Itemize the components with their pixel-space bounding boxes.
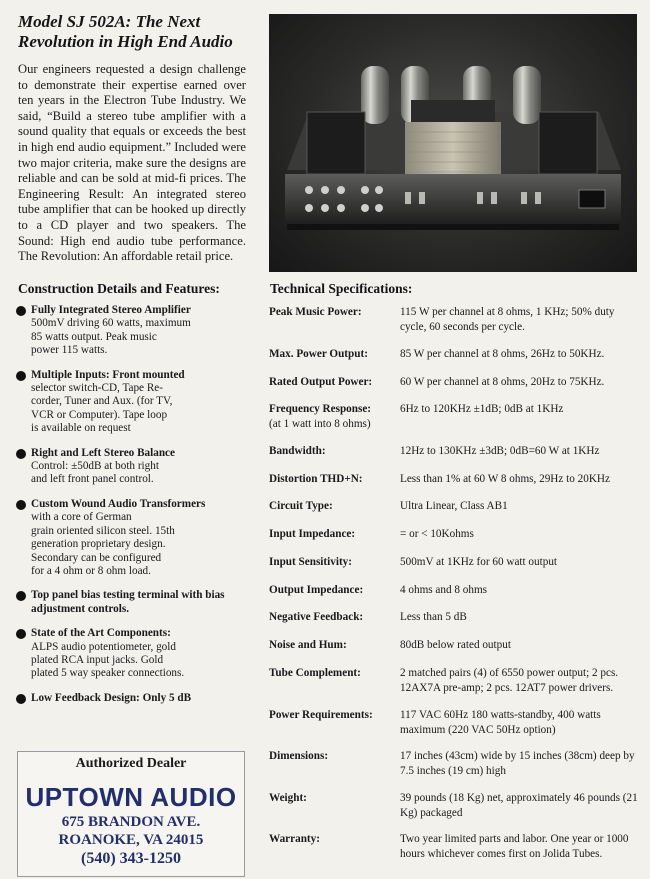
feature-item xyxy=(16,627,248,681)
spec-value: 500mV at 1KHz for 60 watt output xyxy=(400,556,558,568)
bullet-icon xyxy=(16,629,26,639)
spec-label: Weight: xyxy=(269,792,307,804)
dealer-name: UPTOWN AUDIO xyxy=(25,782,237,812)
feature-body: 500mV driving 60 watts, maximum 85 watts output. Peak music power 115 watts. xyxy=(31,317,191,357)
spec-value: 117 VAC 60Hz 180 watts-standby, 400 watts maximum (220 VAC 50Hz option) xyxy=(400,709,601,736)
feature-heading: Top panel bias testing terminal with bias adjustment controls. xyxy=(31,589,225,615)
spec-value: 60 W per channel at 8 ohms, 20Hz to 75KHz. xyxy=(400,376,605,388)
spec-label: Circuit Type: xyxy=(269,500,333,512)
spec-value: 12Hz to 130KHz ±3dB; 0dB=60 W at 1KHz xyxy=(400,445,600,457)
feature-heading: Right and Left Stereo Balance xyxy=(31,446,175,459)
bullet-icon xyxy=(16,306,26,316)
authorized-dealer-box xyxy=(17,751,245,877)
feature-item xyxy=(16,304,248,358)
spec-label: Dimensions: xyxy=(269,750,329,762)
feature-body: ALPS audio potentiometer, gold plated RCA input jacks. Gold plated 5 way speaker connections. xyxy=(31,640,185,680)
spec-value: Two year limited parts and labor. One year or 1000 hours whichever comes first on Jolida Tubes. xyxy=(400,833,629,860)
spec-label: Noise and Hum: xyxy=(269,639,347,651)
dealer-city: ROANOKE, VA 24015 xyxy=(58,832,204,848)
spec-label: Peak Music Power: xyxy=(269,306,362,318)
bullet-icon xyxy=(16,694,26,704)
feature-body: with a core of German grain oriented silicon steel. 15th generation proprietary design. Secondary can be configured for a 4 ohm or 8 ohm load. xyxy=(31,511,175,577)
feature-item xyxy=(16,447,248,487)
feature-heading: State of the Art Components: xyxy=(31,627,171,640)
spec-value: 6Hz to 120KHz ±1dB; 0dB at 1KHz xyxy=(400,403,564,415)
spec-value: 4 ohms and 8 ohms xyxy=(400,584,488,596)
spec-value: 85 W per channel at 8 ohms, 26Hz to 50KHz. xyxy=(400,348,605,360)
features-list xyxy=(16,304,248,716)
tube-amplifier-photo xyxy=(269,14,637,272)
features-heading: Construction Details and Features: xyxy=(18,281,220,296)
spec-label: Max. Power Output: xyxy=(269,348,368,360)
feature-heading: Custom Wound Audio Transformers xyxy=(31,497,206,510)
feature-heading: Fully Integrated Stereo Amplifier xyxy=(31,304,191,316)
dealer-address: 675 BRANDON AVE. xyxy=(61,814,201,830)
bullet-icon xyxy=(16,500,26,510)
bullet-icon xyxy=(16,591,26,601)
spec-label: Warranty: xyxy=(269,833,320,845)
spec-value: 2 matched pairs (4) of 6550 power output; 2 pcs. 12AX7A pre-amp; 2 pcs. 12AT7 power drivers. xyxy=(400,667,619,694)
spec-label: Tube Complement: xyxy=(269,667,361,679)
spec-label: Distortion THD+N: xyxy=(269,473,363,485)
dealer-heading: Authorized Dealer xyxy=(75,756,187,771)
spec-value: 17 inches (43cm) wide by 15 inches (38cm) deep by 7.5 inches (19 cm) high xyxy=(400,750,635,777)
specs-heading: Technical Specifications: xyxy=(270,281,413,296)
spec-label-note: (at 1 watt into 8 ohms) xyxy=(269,417,371,430)
feature-body: Control: ±50dB at both right and left front panel control. xyxy=(31,460,159,486)
spec-label: Output Impedance: xyxy=(269,584,364,596)
spec-value: 39 pounds (18 Kg) net, approximately 46 pounds (21 Kg) packaged xyxy=(400,792,638,819)
feature-item xyxy=(16,589,248,616)
spec-label: Negative Feedback: xyxy=(269,611,364,623)
spec-value: 80dB below rated output xyxy=(400,639,511,651)
spec-value: Less than 1% at 60 W 8 ohms, 29Hz to 20KHz xyxy=(400,473,610,485)
bullet-icon xyxy=(16,449,26,459)
spec-label: Input Sensitivity: xyxy=(269,556,352,568)
tube-amplifier-illustration xyxy=(269,14,637,272)
spec-value: Less than 5 dB xyxy=(400,611,467,623)
dealer-phone: (540) 343-1250 xyxy=(81,850,181,867)
feature-body: selector switch-CD, Tape Re- corder, Tuner and Aux. (for TV, VCR or Computer). Tape loop is available on request xyxy=(31,382,173,435)
spec-label: Input Impedance: xyxy=(269,528,356,540)
spec-value: 115 W per channel at 8 ohms, 1 KHz; 50% duty cycle, 60 seconds per cycle. xyxy=(400,306,615,333)
spec-label: Frequency Response: xyxy=(269,403,372,415)
feature-item xyxy=(16,369,248,436)
feature-heading: Multiple Inputs: Front mounted xyxy=(31,368,185,381)
spec-value: = or < 10Kohms xyxy=(400,528,474,540)
intro-paragraph: Our engineers requested a design challenge to demonstrate their expertise earned over ten years in the Electron Tube Industry. We said, “Build a stereo tube amplifier with a sound quality that equals or exceeds the best in high end audio equipment.” Included were two major criteria, make sure the designs are reliable and can be sold at mid-fi prices. The Engineering Result: An integrated stereo tube amplifier that can be hooked up directly to a CD player and two speakers. The Sound: High end audio tube performance. The Revolution: An affordable retail price. xyxy=(18,62,246,264)
feature-heading: Low Feedback Design: Only 5 dB xyxy=(31,691,192,704)
feature-item xyxy=(16,498,248,578)
spec-label: Power Requirements: xyxy=(269,709,373,721)
spec-value: Ultra Linear, Class AB1 xyxy=(400,500,508,512)
bullet-icon xyxy=(16,371,26,381)
feature-item xyxy=(16,692,248,705)
spec-label: Bandwidth: xyxy=(269,445,326,457)
spec-label: Rated Output Power: xyxy=(269,376,373,388)
power-socket-icon xyxy=(579,190,605,208)
page-title: Model SJ 502A: The Next Revolution in High End Audio xyxy=(18,12,233,51)
